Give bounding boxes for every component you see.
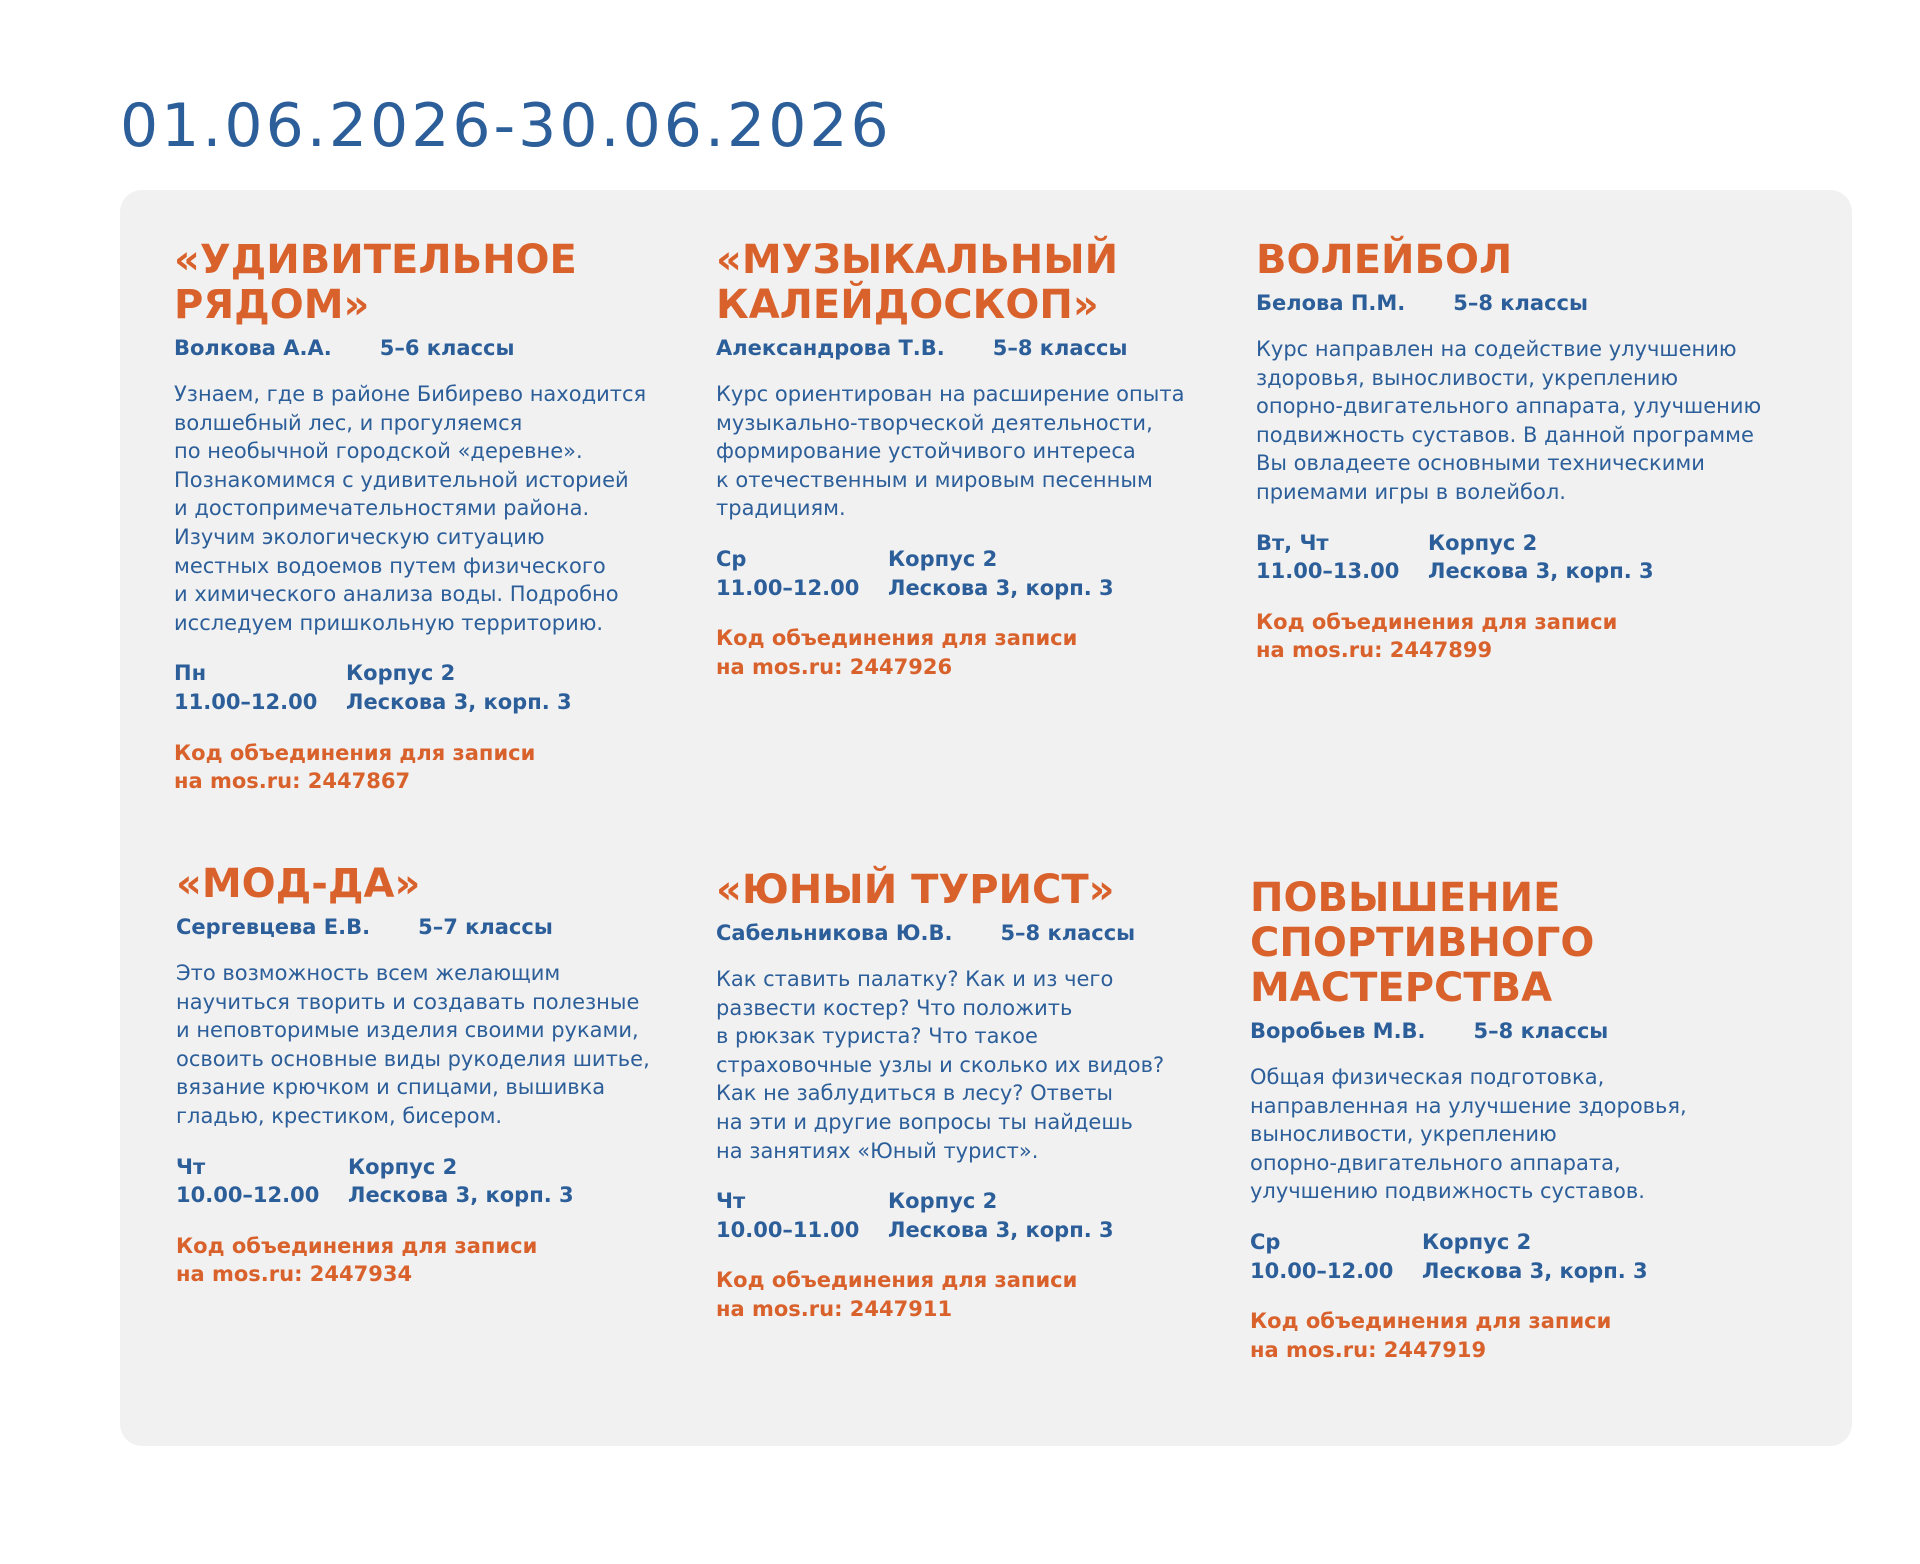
course-meta [1256, 289, 1766, 317]
course-title: «МУЗЫКАЛЬНЫЙ КАЛЕЙДОСКОП» [716, 237, 1119, 328]
grades: 5–8 классы [992, 336, 1128, 360]
course-title: «МОД-ДА» [176, 861, 421, 907]
teacher-name: Сабельникова Ю.В. [716, 921, 953, 945]
course-description: Курс ориентирован на расширение опыта музыкально-творческой деятельности, формирование устойчивого интереса к отечественным и мировым песенным традициям. [716, 382, 1185, 521]
registration-code [176, 1232, 686, 1289]
course-meta [716, 334, 1226, 362]
code-label: Код объединения для записи [174, 740, 536, 765]
code-label: Код объединения для записи [716, 626, 1078, 651]
course-meta [174, 334, 684, 362]
course-description: Узнаем, где в районе Бибирево находится волшебный лес, и прогуляемся по необычной городской «деревне». Познакомимся с удивительной историей и достопримечательностями района. Изучим экологическую ситуацию местных водоемов путем физического и химического анализа воды. Подробно исследуем пришкольную территорию. [174, 382, 647, 635]
schedule [716, 545, 1226, 602]
registration-code [174, 739, 684, 796]
course-card [174, 238, 684, 796]
course-title: «УДИВИТЕЛЬНОЕ РЯДОМ» [174, 237, 577, 328]
grades: 5–6 классы [379, 336, 515, 360]
schedule-days: Ср [1250, 1229, 1281, 1254]
course-card [716, 868, 1226, 1324]
course-title: «ЮНЫЙ ТУРИСТ» [716, 867, 1115, 913]
grades: 5–7 классы [418, 915, 553, 939]
course-meta [1250, 1017, 1760, 1045]
teacher-name: Белова П.М. [1256, 291, 1406, 315]
schedule-time: 10.00–12.00 [176, 1183, 320, 1208]
code-label: Код объединения для записи [1250, 1309, 1612, 1334]
teacher-name: Сергевцева Е.В. [176, 915, 371, 939]
code-label: Код объединения для записи [716, 1268, 1078, 1293]
code-value: на mos.ru: 2447867 [174, 769, 411, 794]
address: Лескова 3, корп. 3 [1422, 1258, 1648, 1283]
address: Лескова 3, корп. 3 [348, 1183, 574, 1208]
course-description: Это возможность всем желающим научиться творить и создавать полезные и неповторимые изделия своими руками, освоить основные виды рукоделия шитье, вязание крючком и спицами, вышивка гладью, крестиком, бисером. [176, 961, 650, 1128]
address: Лескова 3, корп. 3 [888, 575, 1114, 600]
schedule-days: Ср [716, 546, 747, 571]
course-card [1250, 876, 1760, 1364]
building: Корпус 2 [348, 1154, 458, 1179]
building: Корпус 2 [1422, 1229, 1532, 1254]
building: Корпус 2 [888, 546, 998, 571]
schedule [716, 1187, 1226, 1244]
course-title: ВОЛЕЙБОЛ [1256, 237, 1513, 283]
schedule-time: 10.00–12.00 [1250, 1258, 1394, 1283]
schedule [176, 1153, 686, 1210]
address: Лескова 3, корп. 3 [346, 689, 572, 714]
building: Корпус 2 [346, 661, 456, 686]
registration-code [1250, 1307, 1760, 1364]
page-title: 01.06.2026-30.06.2026 [120, 91, 892, 161]
code-value: на mos.ru: 2447926 [716, 654, 953, 679]
schedule-time: 10.00–11.00 [716, 1217, 860, 1242]
schedule-time: 11.00–13.00 [1256, 559, 1400, 584]
address: Лескова 3, корп. 3 [1428, 559, 1654, 584]
schedule [174, 659, 684, 716]
schedule-days: Чт [716, 1189, 746, 1214]
address: Лескова 3, корп. 3 [888, 1217, 1114, 1242]
schedule-time: 11.00–12.00 [716, 575, 860, 600]
schedule-days: Чт [176, 1154, 206, 1179]
schedule [1250, 1228, 1760, 1285]
teacher-name: Александрова Т.В. [716, 336, 945, 360]
course-description: Курс направлен на содействие улучшению здоровья, выносливости, укреплению опорно-двигательного аппарата, улучшению подвижность суставов. В данной программе Вы овладеете основными техническими приемами игры в волейбол. [1256, 337, 1762, 504]
grades: 5–8 классы [1453, 291, 1588, 315]
building: Корпус 2 [1428, 530, 1538, 555]
schedule-days: Вт, Чт [1256, 530, 1329, 555]
schedule-days: Пн [174, 661, 207, 686]
course-card [1256, 238, 1766, 665]
code-value: на mos.ru: 2447911 [716, 1296, 953, 1321]
course-description: Как ставить палатку? Как и из чего развести костер? Что положить в рюкзак туриста? Что такое страховочные узлы и сколько их видов? Как не заблудиться в лесу? Ответы на эти и другие вопросы ты найдешь на занятиях «Юный турист». [716, 967, 1165, 1163]
course-description: Общая физическая подготовка, направленная на улучшение здоровья, выносливости, укреплению опорно-двигательного аппарата, улучшению подвижность суставов. [1250, 1065, 1687, 1204]
code-label: Код объединения для записи [176, 1233, 538, 1258]
course-meta [176, 913, 686, 941]
code-value: на mos.ru: 2447899 [1256, 638, 1493, 663]
code-value: на mos.ru: 2447934 [176, 1262, 413, 1287]
schedule [1256, 529, 1766, 586]
teacher-name: Волкова А.А. [174, 336, 332, 360]
schedule-time: 11.00–12.00 [174, 689, 318, 714]
code-label: Код объединения для записи [1256, 609, 1618, 634]
grades: 5–8 классы [1000, 921, 1136, 945]
registration-code [716, 1266, 1226, 1323]
teacher-name: Воробьев М.В. [1250, 1019, 1426, 1043]
registration-code [716, 624, 1226, 681]
code-value: на mos.ru: 2447919 [1250, 1337, 1487, 1362]
grades: 5–8 классы [1473, 1019, 1609, 1043]
course-meta [716, 919, 1226, 947]
course-card [176, 862, 686, 1289]
course-card [716, 238, 1226, 681]
course-title: ПОВЫШЕНИЕ СПОРТИВНОГО МАСТЕРСТВА [1250, 875, 1595, 1011]
registration-code [1256, 608, 1766, 665]
building: Корпус 2 [888, 1189, 998, 1214]
